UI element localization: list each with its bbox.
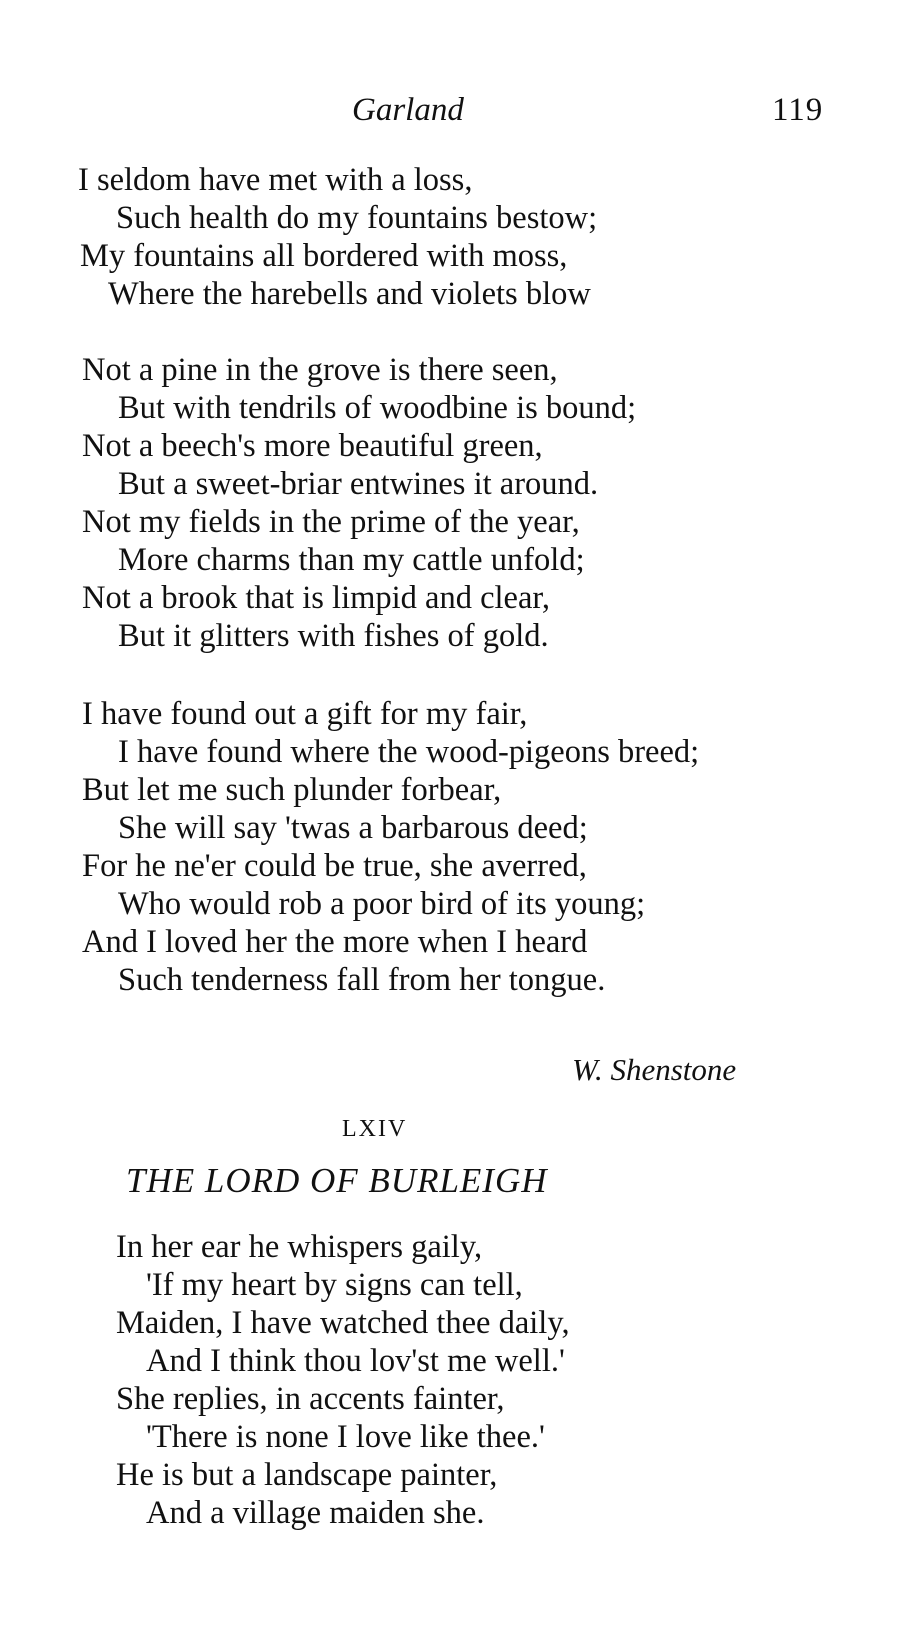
poem-line: She replies, in accents fainter, <box>116 1381 505 1417</box>
poem-line: I have found out a gift for my fair, <box>82 696 528 732</box>
section-title: THE LORD OF BURLEIGH <box>126 1161 548 1200</box>
poem-line: More charms than my cattle unfold; <box>118 542 585 578</box>
poem-line: Where the harebells and violets blow <box>108 276 591 312</box>
poem-line: But let me such plunder forbear, <box>82 772 502 808</box>
author-attribution: W. Shenstone <box>572 1052 737 1087</box>
poem-line: 'If my heart by signs can tell, <box>146 1267 523 1303</box>
poem-line: Such health do my fountains bestow; <box>116 200 598 236</box>
page-number: 119 <box>772 92 824 128</box>
poem-line: Maiden, I have watched thee daily, <box>116 1305 570 1341</box>
running-title: Garland <box>352 92 464 128</box>
poem-line: Such tenderness fall from her tongue. <box>118 962 606 998</box>
poem-line: Not my fields in the prime of the year, <box>82 504 580 540</box>
poem-line: I have found where the wood-pigeons breed; <box>118 734 700 770</box>
section-number: LXIV <box>342 1116 408 1142</box>
poem-line: I seldom have met with a loss, <box>78 162 473 198</box>
poem-line: Who would rob a poor bird of its young; <box>118 886 646 922</box>
running-head <box>0 92 902 132</box>
poem-line: My fountains all bordered with moss, <box>80 238 568 274</box>
poem-line: And I think thou lov'st me well.' <box>146 1343 565 1379</box>
poem-line: But it glitters with fishes of gold. <box>118 618 549 654</box>
poem-line: In her ear he whispers gaily, <box>116 1229 483 1265</box>
poem-line: For he ne'er could be true, she averred, <box>82 848 587 884</box>
poem-line: 'There is none I love like thee.' <box>146 1419 545 1455</box>
poem-line: Not a brook that is limpid and clear, <box>82 580 551 616</box>
poem-line: But with tendrils of woodbine is bound; <box>118 390 637 426</box>
poem-line: Not a beech's more beautiful green, <box>82 428 543 464</box>
poem-line: She will say 'twas a barbarous deed; <box>118 810 588 846</box>
poem-line: Not a pine in the grove is there seen, <box>82 352 558 388</box>
poem-line: And a village maiden she. <box>146 1495 485 1531</box>
poem-line: But a sweet-briar entwines it around. <box>118 466 599 502</box>
poem-line: And I loved her the more when I heard <box>82 924 588 960</box>
poem-line: He is but a landscape painter, <box>116 1457 498 1493</box>
